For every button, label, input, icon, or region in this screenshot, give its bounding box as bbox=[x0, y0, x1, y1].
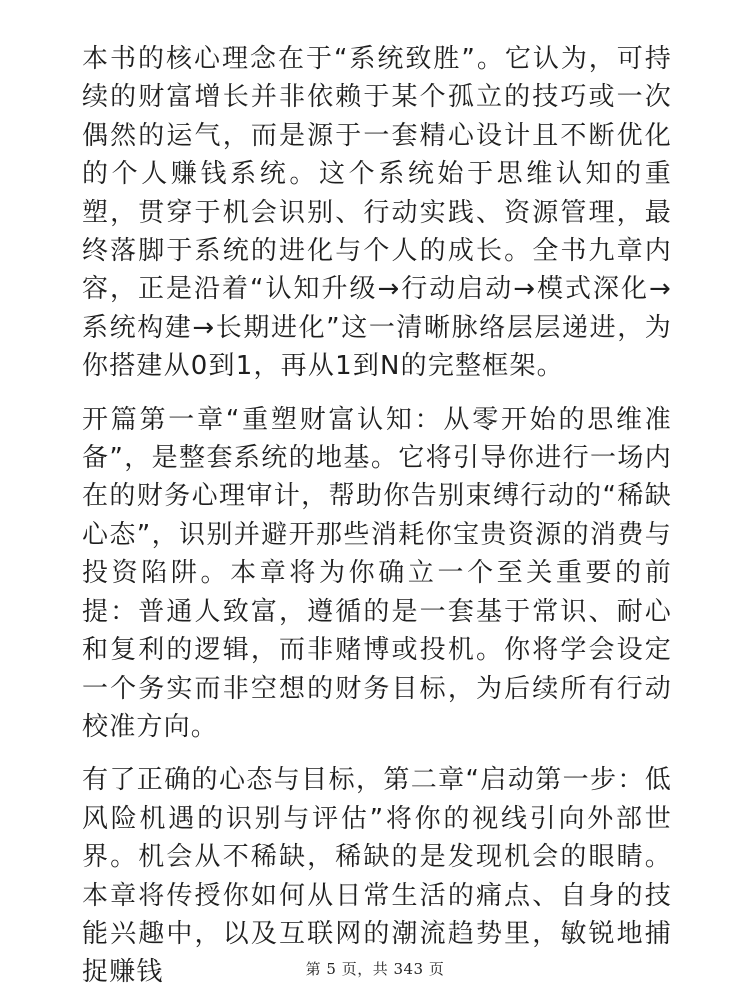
paragraph-1: 本书的核心理念在于“系统致胜”。它认为，可持续的财富增长并非依赖于某个孤立的技巧或一次偶然的运气，而是源于一套精心设计且不断优化的个人赚钱系统。这个系统始于思维认知的重塑，贯穿于机会识别、行动实践、资源管理，最终落脚于系统的进化与个人的成长。全书九章内容，正是沿着“认知升级→行动启动→模式深化→系统构建→长期进化”这一清晰脉络层层递进，为你搭建从0到1，再从1到N的完整框架。 bbox=[82, 44, 672, 382]
paragraph-2: 开篇第一章“重塑财富认知：从零开始的思维准备”，是整套系统的地基。它将引导你进行一场内在的财务心理审计，帮助你告别束缚行动的“稀缺心态”，识别并避开那些消耗你宝贵资源的消费与投资陷阱。本章将为你确立一个至关重要的前提：普通人致富，遵循的是一套基于常识、耐心和复利的逻辑，而非赌博或投机。你将学会设定一个务实而非空想的财务目标，为后续所有行动校准方向。 bbox=[82, 404, 672, 742]
paragraph-3: 有了正确的心态与目标，第二章“启动第一步：低风险机遇的识别与评估”将你的视线引向外部世界。机会从不稀缺，稀缺的是发现机会的眼睛。本章将传授你如何从日常生活的痛点、自身的技能兴趣中，以及互联网的潮流趋势里，敏锐地捕捉赚钱 bbox=[82, 765, 672, 988]
page-body bbox=[82, 40, 672, 1007]
page-number-footer: 第 5 页，共 343 页 bbox=[305, 960, 445, 978]
